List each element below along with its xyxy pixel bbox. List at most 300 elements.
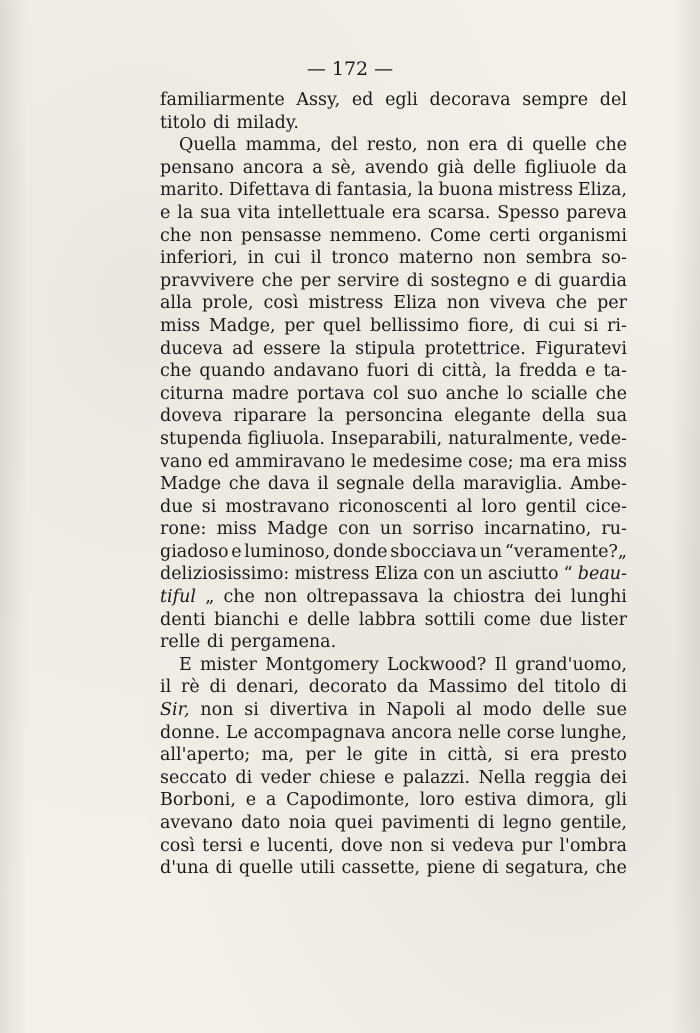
word: che bbox=[555, 293, 588, 314]
word: cui bbox=[548, 315, 576, 336]
word: grand'uomo, bbox=[515, 654, 627, 675]
word: ancora bbox=[242, 157, 304, 178]
word: dimora, bbox=[526, 790, 595, 811]
word: veder bbox=[260, 767, 311, 788]
word: modo bbox=[482, 700, 532, 721]
word: dei bbox=[599, 767, 627, 788]
word: Lockwood? bbox=[387, 654, 487, 675]
word: divertiva bbox=[269, 700, 348, 721]
word: che bbox=[595, 858, 627, 879]
word: così bbox=[263, 293, 299, 314]
word: scialle bbox=[531, 383, 588, 404]
word: intellettuale bbox=[277, 202, 385, 223]
word: elegante bbox=[454, 406, 531, 427]
word: Difettava bbox=[228, 180, 310, 201]
word: Sir, bbox=[160, 700, 190, 721]
word: delle bbox=[542, 700, 586, 721]
word: decorava bbox=[429, 90, 511, 110]
word: gentile, bbox=[559, 813, 627, 833]
word: il bbox=[160, 677, 172, 698]
word: a bbox=[312, 157, 323, 178]
text-line bbox=[160, 586, 627, 609]
body-text bbox=[160, 89, 627, 880]
text-line bbox=[160, 338, 627, 361]
word: le bbox=[350, 451, 367, 472]
word: ed bbox=[351, 90, 374, 110]
word: cice- bbox=[585, 496, 627, 517]
word: era bbox=[468, 135, 498, 156]
word: che bbox=[595, 383, 627, 404]
text-line bbox=[160, 789, 627, 812]
word: non bbox=[483, 248, 517, 269]
page-number: — 172 — bbox=[306, 58, 394, 80]
word: Montgomery bbox=[265, 654, 379, 675]
text-line bbox=[160, 518, 627, 541]
word: del bbox=[517, 677, 545, 698]
text-line bbox=[160, 202, 627, 225]
word: si bbox=[430, 835, 445, 856]
word: non bbox=[199, 225, 233, 246]
word: al bbox=[455, 700, 472, 721]
word: di bbox=[212, 112, 230, 133]
word: deliziosissimo: bbox=[160, 564, 290, 585]
word: della bbox=[412, 474, 456, 495]
word: personcina bbox=[345, 406, 443, 427]
word: andavano bbox=[273, 361, 359, 382]
word: quando bbox=[199, 361, 266, 382]
word: portava bbox=[296, 383, 365, 404]
word: e bbox=[384, 767, 395, 788]
text-line bbox=[160, 157, 627, 180]
word: fiore, bbox=[467, 315, 515, 336]
word: e bbox=[160, 202, 171, 223]
word: corse bbox=[506, 722, 555, 743]
text-line bbox=[160, 112, 627, 135]
word: città, bbox=[441, 361, 488, 382]
word: per bbox=[300, 270, 331, 291]
word: rè bbox=[181, 677, 200, 698]
word: Come bbox=[430, 225, 481, 246]
word: che bbox=[595, 135, 627, 156]
word: scarsa. bbox=[427, 202, 491, 223]
word: in bbox=[419, 745, 437, 766]
word: fuori bbox=[366, 361, 409, 382]
word: che bbox=[223, 587, 255, 608]
text-line bbox=[160, 609, 627, 632]
word: Napoli bbox=[386, 700, 446, 721]
text-line bbox=[160, 812, 627, 835]
word: ma, bbox=[261, 745, 295, 766]
word: di bbox=[522, 315, 540, 336]
text-line bbox=[160, 428, 627, 451]
word: tiful bbox=[160, 587, 196, 608]
word: si bbox=[504, 745, 519, 766]
word: denari, bbox=[236, 677, 299, 698]
word: la bbox=[417, 180, 434, 201]
word: sue bbox=[596, 700, 627, 721]
word: cassette, bbox=[341, 858, 421, 879]
word: per bbox=[305, 745, 336, 766]
word: la bbox=[317, 406, 334, 427]
word: quel bbox=[322, 315, 362, 336]
word: e bbox=[585, 361, 596, 382]
word: era bbox=[391, 202, 422, 223]
word: sè, bbox=[331, 157, 357, 178]
word: anche bbox=[445, 383, 499, 404]
word: pensano bbox=[160, 157, 235, 178]
word: milady. bbox=[236, 112, 299, 133]
text-line bbox=[160, 835, 627, 858]
word: Madge bbox=[266, 519, 328, 540]
word: dei bbox=[534, 587, 562, 608]
word: da bbox=[396, 677, 419, 698]
word: di bbox=[416, 361, 434, 382]
word: di bbox=[206, 632, 224, 653]
word: l'ombra bbox=[559, 835, 627, 856]
word: di bbox=[235, 767, 253, 788]
word: sbocciava bbox=[390, 541, 477, 562]
word: lunghi bbox=[570, 587, 627, 608]
word: pavimenti bbox=[381, 813, 470, 833]
text-line bbox=[160, 541, 627, 564]
word: donne. bbox=[160, 722, 221, 743]
word: asciutto bbox=[487, 564, 559, 585]
word: vedeva bbox=[452, 835, 515, 856]
word: naturalmente, bbox=[447, 428, 574, 449]
word: così bbox=[160, 835, 195, 856]
word: avendo bbox=[364, 157, 429, 178]
text-line bbox=[160, 451, 627, 474]
word: presto bbox=[570, 745, 627, 766]
word: era bbox=[530, 745, 560, 766]
word: alla bbox=[160, 293, 193, 314]
text-line bbox=[160, 744, 627, 767]
word: cose; bbox=[468, 451, 514, 472]
word: Capodimonte, bbox=[286, 790, 410, 811]
word: miss bbox=[586, 451, 627, 472]
word: e bbox=[249, 835, 260, 856]
word: ammiravano bbox=[234, 451, 346, 472]
text-line bbox=[160, 631, 627, 654]
word: al bbox=[456, 496, 473, 517]
word: ru- bbox=[601, 519, 627, 540]
word: non bbox=[390, 835, 424, 856]
text-line bbox=[160, 270, 627, 293]
word: Figuratevi bbox=[535, 338, 627, 359]
word: vita bbox=[237, 202, 271, 223]
word: E bbox=[179, 654, 192, 675]
word: figliuola. bbox=[247, 428, 325, 449]
word: del bbox=[599, 90, 627, 110]
word: sembra bbox=[525, 248, 592, 269]
text-line bbox=[160, 654, 627, 677]
word: due bbox=[539, 609, 573, 630]
word: le bbox=[346, 745, 363, 766]
word: suo bbox=[406, 383, 438, 404]
word: Eliza bbox=[374, 564, 419, 585]
word: che bbox=[160, 361, 192, 382]
word: delle bbox=[306, 609, 351, 630]
word: pur bbox=[521, 835, 553, 856]
word: citurna bbox=[160, 383, 224, 404]
word: sostegno bbox=[430, 270, 510, 291]
word: incarnatino, bbox=[484, 519, 592, 540]
word: viveva bbox=[489, 293, 546, 314]
word: che bbox=[160, 225, 192, 246]
word: Massimo bbox=[428, 677, 508, 698]
text-line bbox=[160, 179, 627, 202]
word: si bbox=[583, 315, 599, 336]
word: bianchi bbox=[214, 609, 280, 630]
word: città, bbox=[447, 745, 493, 766]
word: legno bbox=[502, 813, 552, 833]
text-line bbox=[160, 676, 627, 699]
word: e bbox=[516, 270, 528, 291]
word: a bbox=[265, 790, 277, 811]
word: di bbox=[477, 813, 495, 833]
text-line bbox=[160, 405, 627, 428]
word: con bbox=[423, 564, 455, 585]
word: accompagnava bbox=[253, 722, 386, 743]
word: prole, bbox=[201, 293, 254, 314]
word: ma bbox=[519, 451, 547, 472]
word: egli bbox=[385, 90, 418, 110]
word: di bbox=[481, 858, 499, 879]
word: ed bbox=[207, 451, 230, 472]
word: da bbox=[605, 157, 627, 178]
word: miss bbox=[216, 519, 257, 540]
word: non bbox=[446, 293, 480, 314]
word: sua bbox=[596, 406, 627, 427]
word: che bbox=[228, 474, 261, 495]
word: protettrice. bbox=[424, 338, 526, 359]
text-line bbox=[160, 699, 627, 722]
word: lunghe, bbox=[560, 722, 627, 743]
word: rone: bbox=[160, 519, 207, 540]
word: delle bbox=[473, 157, 517, 178]
word: servire bbox=[337, 270, 400, 291]
word: titolo bbox=[554, 677, 601, 698]
word: doveva bbox=[160, 406, 223, 427]
word: mamma, bbox=[245, 135, 322, 156]
word: loro bbox=[481, 496, 517, 517]
word: della bbox=[541, 406, 586, 427]
word: noia bbox=[288, 813, 327, 833]
text-line bbox=[160, 247, 627, 270]
word: Quella bbox=[179, 135, 237, 156]
word: col bbox=[372, 383, 399, 404]
word: resto, bbox=[366, 135, 418, 156]
word: donde bbox=[332, 541, 388, 562]
word: dove bbox=[340, 835, 383, 856]
word: si bbox=[244, 700, 259, 721]
word: estiva bbox=[464, 790, 517, 811]
word: so- bbox=[601, 248, 627, 269]
word: quelle bbox=[532, 135, 587, 156]
word: stupenda bbox=[160, 428, 242, 449]
word: luminoso, bbox=[244, 541, 331, 562]
word: organismi bbox=[538, 225, 627, 246]
word: seccato bbox=[160, 767, 227, 788]
word: medesime bbox=[372, 451, 463, 472]
word: dava bbox=[267, 474, 310, 495]
word: lo bbox=[506, 383, 524, 404]
word: e bbox=[245, 790, 257, 811]
text-line bbox=[160, 473, 627, 496]
word: bellissimo bbox=[369, 315, 460, 336]
word: in bbox=[247, 248, 265, 269]
word: d'una bbox=[160, 858, 209, 879]
word: non bbox=[264, 587, 298, 608]
word: nemmeno. bbox=[329, 225, 422, 246]
word: era bbox=[551, 451, 582, 472]
word: palazzi. bbox=[402, 767, 471, 788]
word: fantasia, bbox=[336, 180, 413, 201]
word: pareva bbox=[566, 202, 627, 223]
text-line bbox=[160, 134, 627, 157]
word: quei bbox=[334, 813, 374, 833]
word: cui bbox=[274, 248, 301, 269]
word: mister bbox=[199, 654, 257, 675]
word: tronco bbox=[331, 248, 389, 269]
word: materno bbox=[398, 248, 474, 269]
word: Eliza bbox=[393, 293, 437, 314]
word: per bbox=[597, 293, 627, 314]
text-line bbox=[160, 857, 627, 880]
word: essere bbox=[263, 338, 321, 359]
word: Il bbox=[494, 654, 507, 675]
word: mistress bbox=[308, 293, 384, 314]
word: marito. bbox=[160, 180, 224, 201]
text-line bbox=[160, 292, 627, 315]
word: mostravano bbox=[225, 496, 330, 517]
word: Assy, bbox=[296, 90, 341, 110]
word: stipula bbox=[355, 338, 416, 359]
text-line bbox=[160, 496, 627, 519]
word: che bbox=[261, 270, 294, 291]
word: mistress bbox=[294, 564, 370, 585]
word: Nella bbox=[478, 767, 526, 788]
word: reggia bbox=[534, 767, 592, 788]
word: un bbox=[460, 564, 483, 585]
word: con bbox=[338, 519, 370, 540]
word: riconoscenti bbox=[338, 496, 448, 517]
word: tersi bbox=[202, 835, 243, 856]
word: di bbox=[209, 677, 227, 698]
word: labbra bbox=[358, 609, 416, 630]
word: guardia bbox=[558, 270, 627, 291]
word: sua bbox=[200, 202, 231, 223]
word: ri- bbox=[607, 315, 627, 336]
word: chiese bbox=[319, 767, 376, 788]
text-line bbox=[160, 383, 627, 406]
word: il bbox=[310, 248, 322, 269]
word: utili bbox=[299, 858, 335, 879]
word: segnale bbox=[336, 474, 405, 495]
word: la bbox=[495, 361, 512, 382]
word: pravvivere bbox=[160, 270, 255, 291]
word: maraviglia. bbox=[462, 474, 563, 495]
word: duceva bbox=[160, 338, 223, 359]
word: fredda bbox=[519, 361, 578, 382]
word: ad bbox=[232, 338, 254, 359]
word: denti bbox=[160, 609, 206, 630]
word: e bbox=[231, 541, 242, 562]
word: del bbox=[330, 135, 358, 156]
word: oltrepassava bbox=[306, 587, 419, 608]
word: la bbox=[427, 587, 444, 608]
text-line bbox=[160, 563, 627, 586]
word: lucenti, bbox=[267, 835, 334, 856]
word: “ bbox=[563, 564, 573, 585]
text-line bbox=[160, 225, 627, 248]
word: come bbox=[483, 609, 531, 630]
text-line bbox=[160, 315, 627, 338]
word: di bbox=[506, 135, 524, 156]
word: piene bbox=[426, 858, 476, 879]
word: il bbox=[317, 474, 329, 495]
word: madre bbox=[231, 383, 289, 404]
word: Inseparabili, bbox=[330, 428, 443, 449]
word: segatura, bbox=[505, 858, 589, 879]
word: mistress bbox=[498, 180, 573, 201]
word: per bbox=[284, 315, 315, 336]
word: di bbox=[215, 858, 233, 879]
word: decorato bbox=[308, 677, 387, 698]
word: lister bbox=[581, 609, 627, 630]
word: nelle bbox=[457, 722, 501, 743]
word: beau- bbox=[577, 564, 627, 585]
word: buona bbox=[438, 180, 494, 201]
word: inferiori, bbox=[160, 248, 238, 269]
word: miss bbox=[160, 315, 201, 336]
word: giadoso bbox=[160, 541, 229, 562]
word: non bbox=[426, 135, 460, 156]
word: relle bbox=[160, 632, 201, 653]
word: Spesso bbox=[497, 202, 560, 223]
word: sottili bbox=[424, 609, 475, 630]
word: figliuole bbox=[524, 157, 597, 178]
word: di bbox=[314, 180, 332, 201]
word: ancora bbox=[391, 722, 453, 743]
word: gite bbox=[373, 745, 409, 766]
word: Madge bbox=[160, 474, 222, 495]
word: ta- bbox=[603, 361, 627, 382]
word: “veramente?„ bbox=[504, 541, 627, 562]
word: sorriso bbox=[412, 519, 474, 540]
text-line bbox=[160, 722, 627, 745]
word: all'aperto; bbox=[160, 745, 251, 766]
word: dato bbox=[241, 813, 281, 833]
word: Borboni, bbox=[160, 790, 236, 811]
word: già bbox=[437, 157, 465, 178]
text-line bbox=[160, 89, 627, 112]
word: due bbox=[160, 496, 193, 517]
word: la bbox=[177, 202, 194, 223]
word: pergamena. bbox=[230, 632, 337, 653]
text-line bbox=[160, 360, 627, 383]
word: sempre bbox=[522, 90, 589, 110]
word: gentil bbox=[525, 496, 577, 517]
word: pensasse bbox=[240, 225, 322, 246]
word: chiostra bbox=[453, 587, 526, 608]
word: Eliza, bbox=[577, 180, 627, 201]
word: Ambe- bbox=[570, 474, 627, 495]
text-line bbox=[160, 767, 627, 790]
word: un bbox=[479, 541, 503, 562]
word: loro bbox=[419, 790, 455, 811]
word: quelle bbox=[238, 858, 294, 879]
